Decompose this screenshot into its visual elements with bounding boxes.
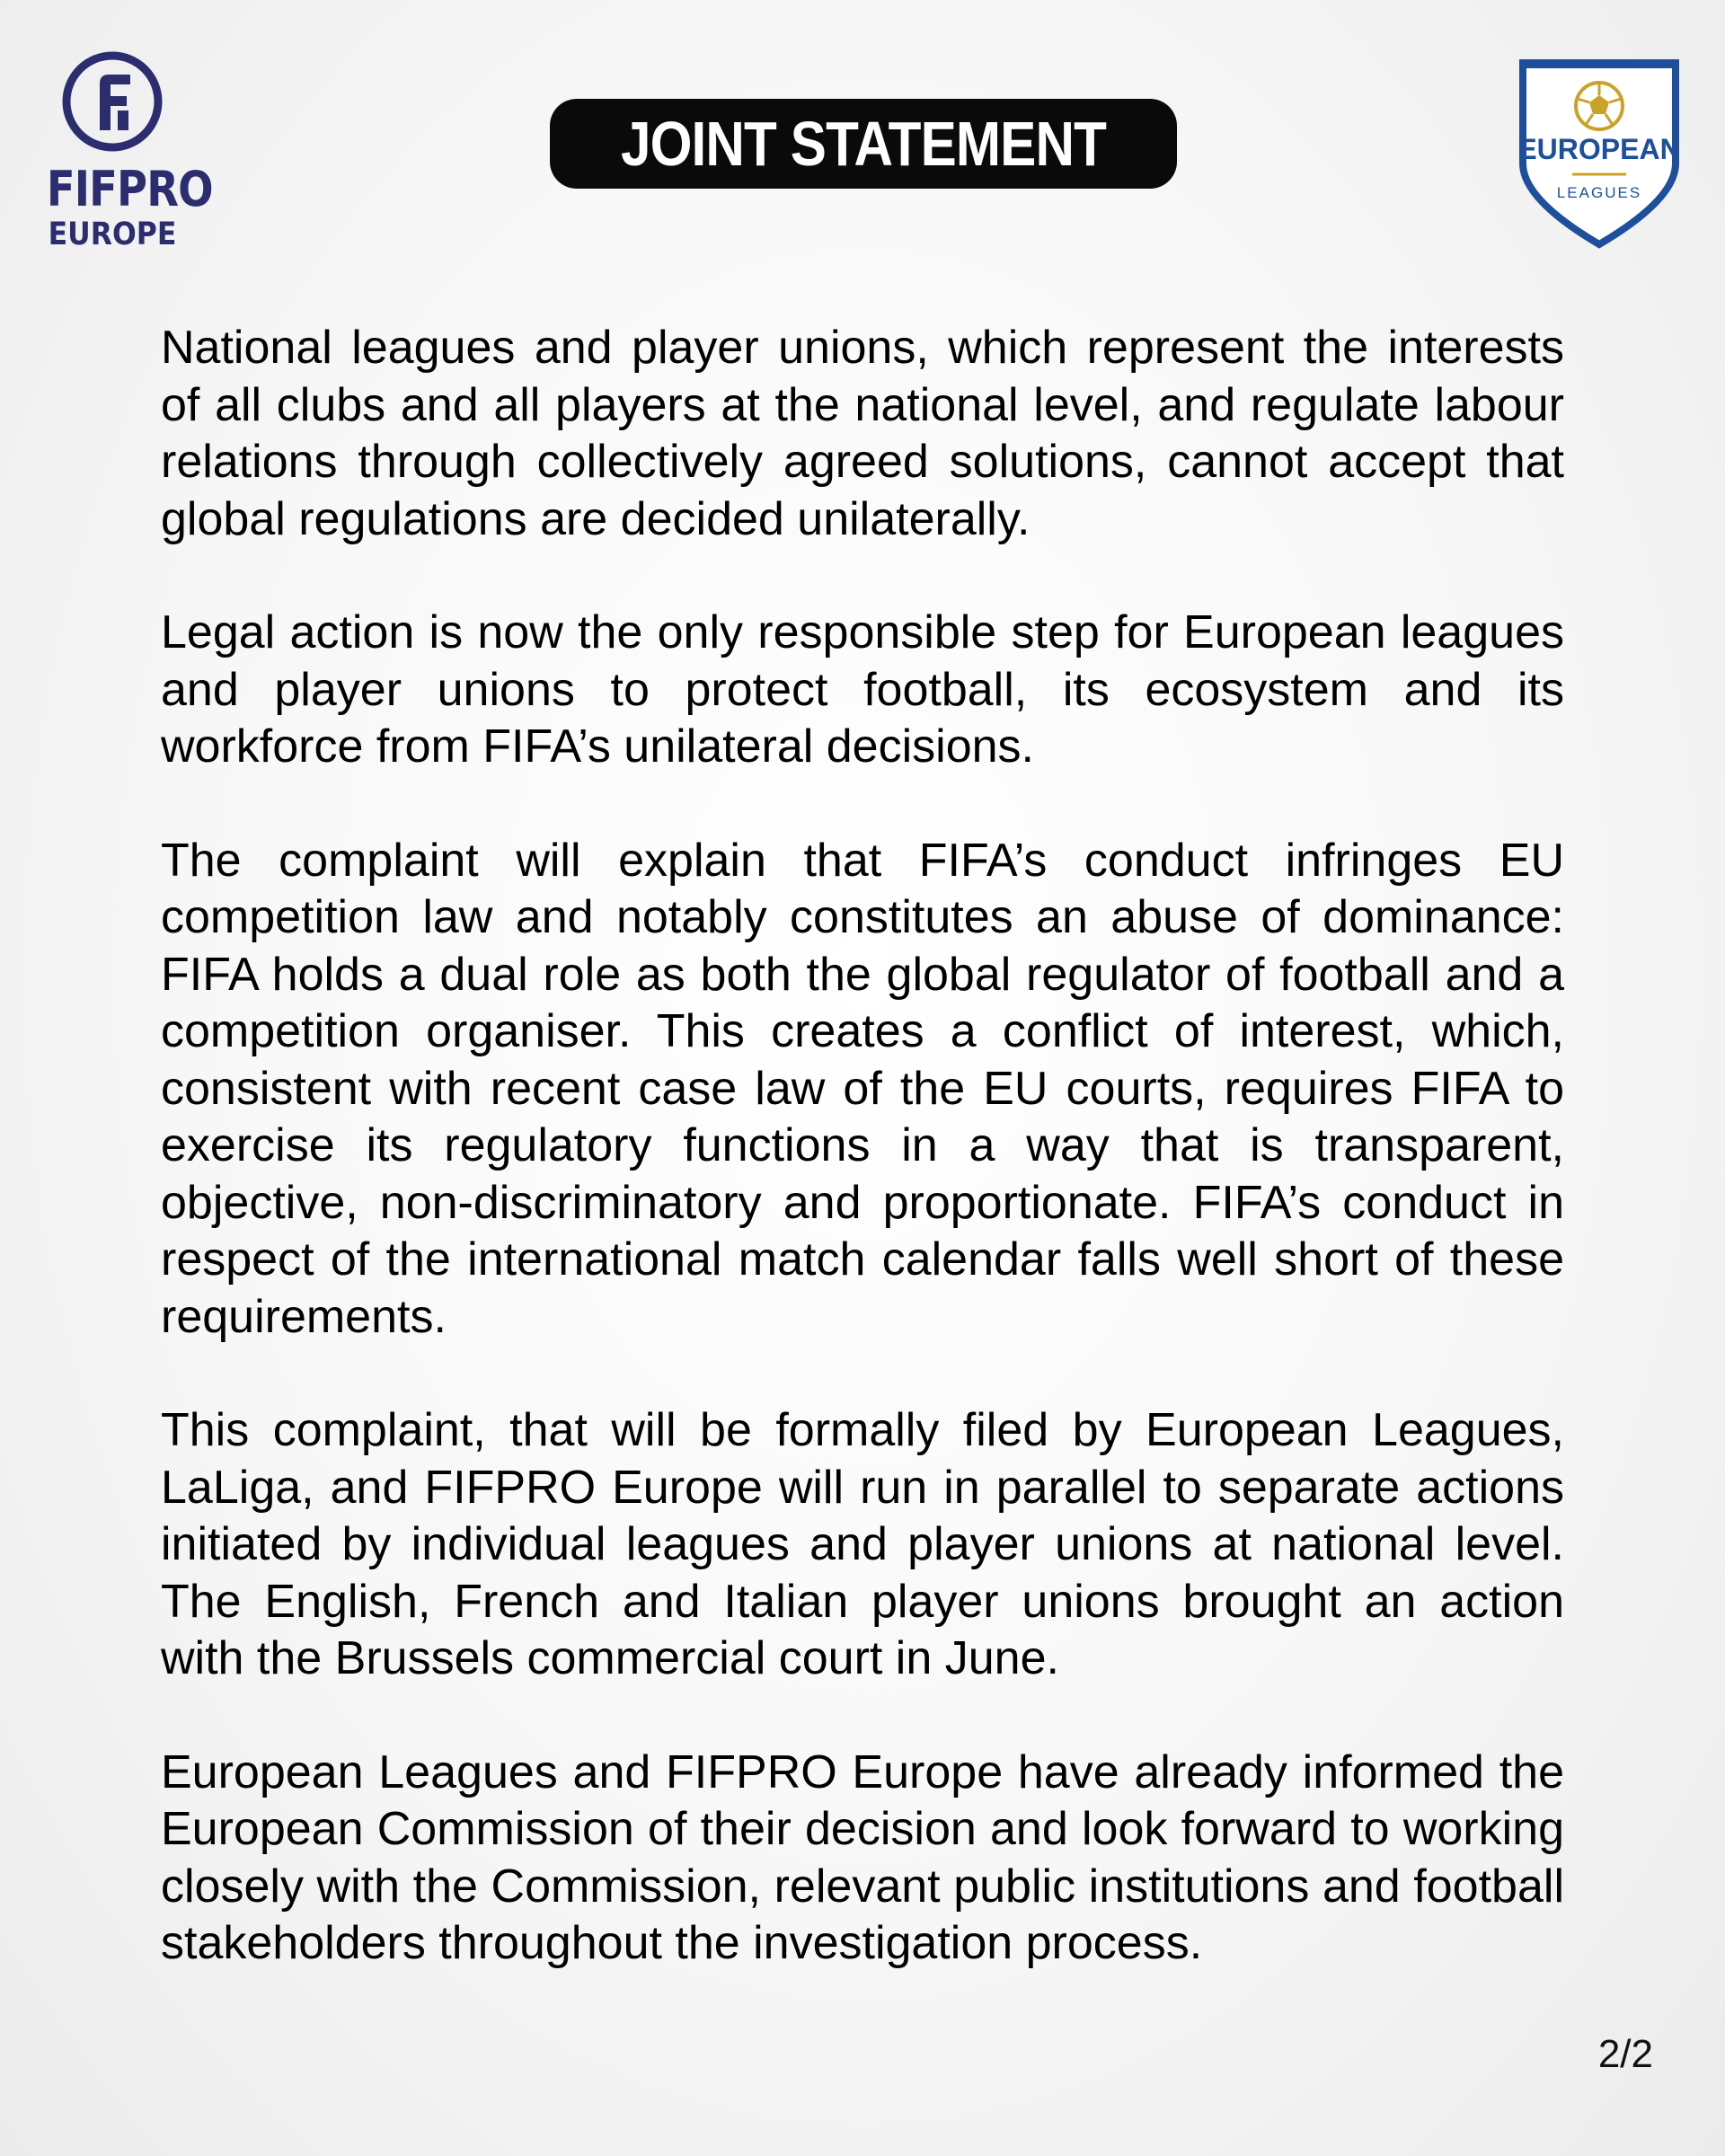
paragraph: National leagues and player unions, which represent the interests of all clubs and all players at the national level, and regulate labour relations through collectively agreed solutions, cannot accept that global regulations are decided unilaterally. [161, 322, 1564, 545]
paragraph: Legal action is now the only responsible step for European leagues and player unions to protect football, its ecosystem and its workforce from FIFA’s unilateral decisions. [161, 606, 1564, 773]
fifpro-wordmark: FIFPRO [46, 161, 213, 217]
page-indicator: 2/2 [1597, 2032, 1653, 2076]
paragraph: This complaint, that will be formally filed by European Leagues, LaLiga, and FIFPRO Europe will run in parallel to separate actions initiated by individual leagues and player unions at national level. The English, French and Italian player unions brought an action with the Brussels commercial court in June. [161, 1404, 1564, 1684]
paragraph: European Leagues and FIFPRO Europe have already informed the European Commission of their decision and look forward to working closely with the Commission, relevant public institutions and football stakeholders throughout the investigation process. [161, 1745, 1564, 1969]
statement-body [161, 320, 1564, 2029]
fifpro-f-emblem-icon [60, 49, 164, 154]
page-title: JOINT STATEMENT [620, 109, 1107, 179]
europe-wordmark: EUROPE [48, 216, 177, 252]
european-leagues-crest [1509, 56, 1689, 253]
title-banner [550, 99, 1177, 189]
fifpro-europe-logo [36, 49, 213, 252]
european-wordmark: EUROPEAN [1517, 133, 1681, 165]
european-leagues-logo [1509, 56, 1689, 253]
leagues-wordmark: LEAGUES [1556, 184, 1642, 201]
paragraph: The complaint will explain that FIFA’s conduct infringes EU competition law and notably constitutes an abuse of dominance: FIFA holds a dual role as both the global regulator of football and a competition organiser. This creates a conflict of interest, which, consistent with recent case law of the EU courts, requires FIFA to exercise its regulatory functions in a way that is transparent, objective, non-discriminatory and proportionate. FIFA’s conduct in respect of the international match calendar falls well short of these requirements. [161, 834, 1564, 1343]
